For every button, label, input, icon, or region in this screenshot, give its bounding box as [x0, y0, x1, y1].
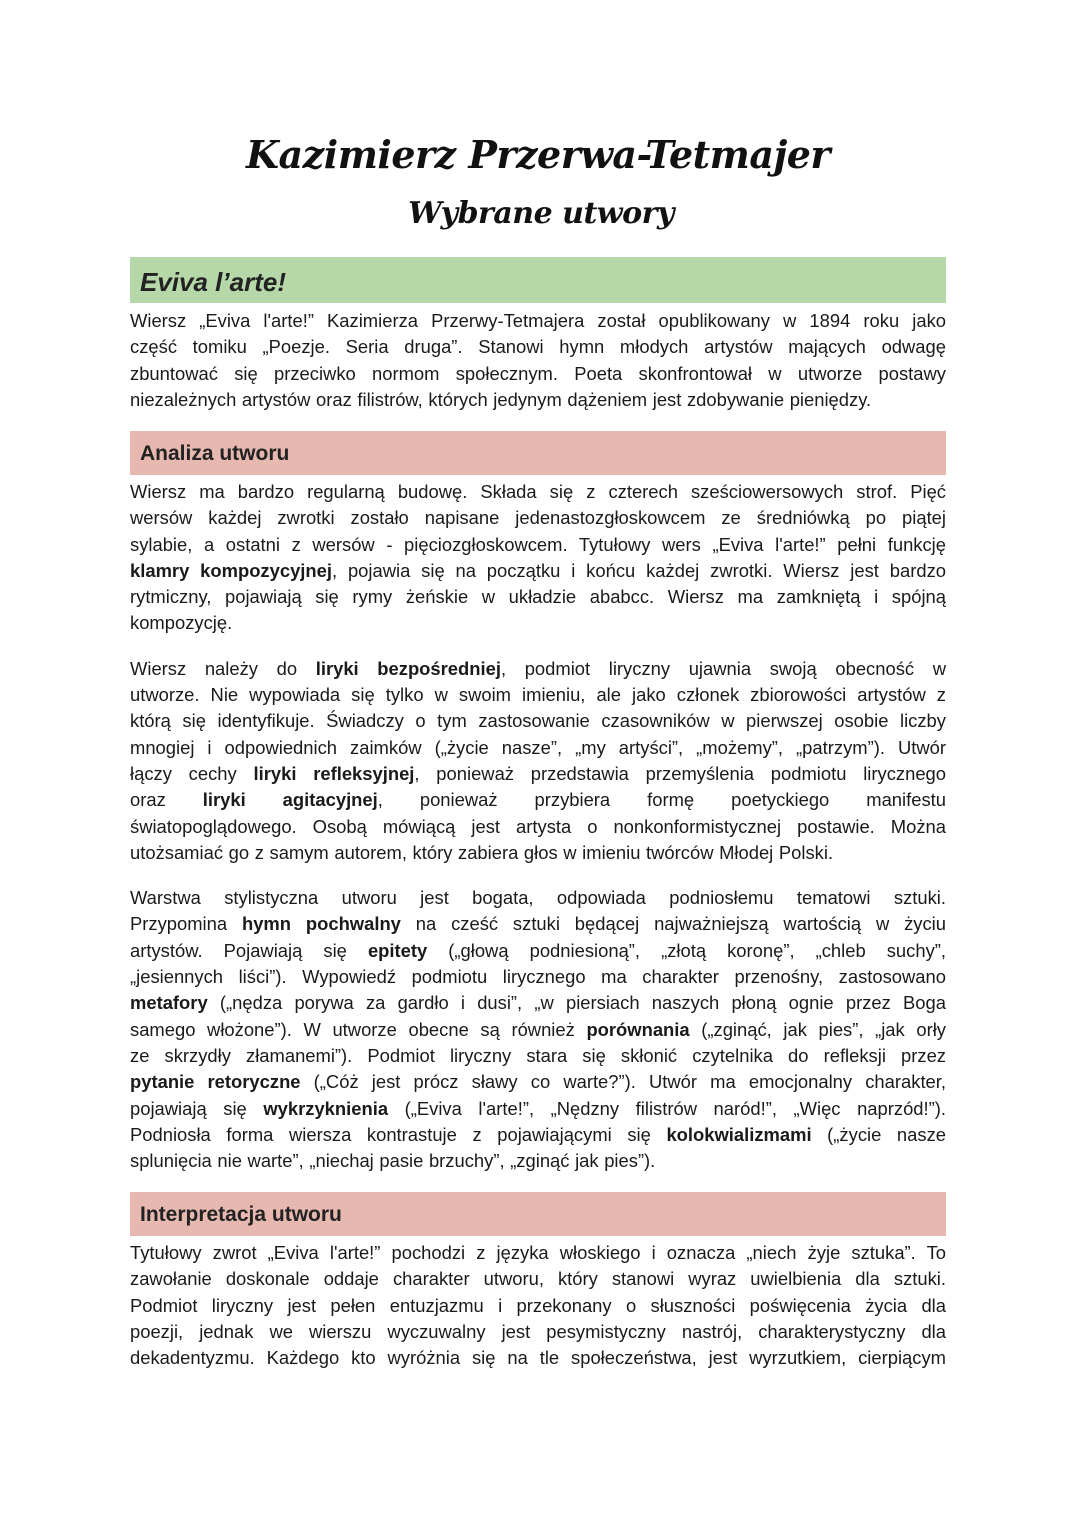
paragraph-analiza-1: Wiersz ma bardzo regularną budowę. Składa się z czterech sześciowersowych strof. Pięć wersów każdej zwrotki zostało napisane jedenastozgłoskowcem ze średniówką po piątej sylabie, a ostatni z wersów - pięciozgłoskowcem. Tytułowy wers „Eviva l'arte!” pełni funkcję klamry kompozycyjnej, pojawia się na początku i końcu każdej zwrotki. Wiersz jest bardzo rytmiczny, pojawiają się rymy żeńskie w układzie ababcc. Wiersz ma zamkniętą i spójną kompozycję. [130, 481, 946, 634]
paragraph-analiza-3: Warstwa stylistyczna utworu jest bogata, odpowiada podniosłemu tematowi sztuki. Przypomina hymn pochwalny na cześć sztuki będącej najważniejszą wartością w życiu artystów. Pojawiają się epitety („głową podniesioną”, „złotą koronę”, „chleb suchy”, „jesiennych liści”). Wypowiedź podmiotu lirycznego ma charakter przenośny, zastosowano metafory („nędza porywa za gardło i dusi”, „w piersiach naszych płoną ognie przez Boga samego włożone”). W utworze obecne są również porównania („zginąć, jak pies”, „jak orły ze skrzydły złamanemi”). Podmiot liryczny stara się skłonić czytelnika do refleksji przez pytanie retoryczne („Cóż jest prócz sławy co warte?”). Utwór ma emocjonalny charakter, pojawiają się wykrzyknienia („Eviva l'arte!”, „Nędzny filistrów naród!”, „Więc naprzód!”). Podniosła forma wiersza kontrastuje z pojawiającymi się kolokwializmami („życie nasze splunięcia nie warte”, „niechaj pasie brzuchy”, „zginąć jak pies”). [130, 887, 947, 1172]
section-interpretacja [130, 1192, 946, 1371]
title-block [130, 0, 946, 256]
main-title: Kazimierz Przerwa-Tetmajer [246, 132, 830, 177]
subtitle: Wybrane utwory [408, 196, 674, 231]
paragraph-analiza-2: Wiersz należy do liryki bezpośredniej, podmiot liryczny ujawnia swoją obecność w utworze. Nie wypowiada się tylko w swoim imieniu, ale jako członek zbiorowości artystów z którą się identyfikuje. Świadczy o tym zastosowanie czasowników w pierwszej osobie liczby mnogiej i odpowiednich zaimków („życie nasze”, „my artyści”, „możemy”, „patrzym”). Utwór łączy cechy liryki refleksyjnej, ponieważ przedstawia przemyślenia podmiotu lirycznego oraz liryki agitacyjnej, ponieważ przybiera formę poetyckiego manifestu światopoglądowego. Osobą mówiącą jest artysta o nonkonformistycznej postawie. Można utożsamiać go z samym autorem, który zabiera głos w imieniu twórców Młodej Polski. [130, 657, 947, 863]
paragraph-interpretacja: Tytułowy zwrot „Eviva l'arte!” pochodzi z języka włoskiego i oznacza „niech żyje sztuka”. To zawołanie doskonale oddaje charakter utworu, który stanowi wyraz uwielbienia dla sztuki. Podmiot liryczny jest pełen entuzjazmu i przekonany o słuszności poświęcenia życia dla poezji, jednak we wierszu wyczuwalny jest pesymistyczny nastrój, charakterystyczny dla dekadentyzmu. Każdego kto wyróżnia się na tle społeczeństwa, jest wyrzutkiem, cierpiącym [130, 1242, 946, 1369]
paragraph-intro: Wiersz „Eviva l'arte!” Kazimierza Przerwy-Tetmajera został opublikowany w 1894 roku jako część tomiku „Poezje. Seria druga”. Stanowi hymn młodych artystów mających odwagę zbuntować się przeciwko normom społecznym. Poeta skonfrontował w utworze postawy niezależnych artystów oraz filistrów, których jedynym dążeniem jest zdobywanie pieniędzy. [130, 310, 946, 410]
section-heading-analiza: Analiza utworu [130, 431, 946, 475]
section-heading-interpretacja: Interpretacja utworu [130, 1192, 946, 1236]
section-analiza [130, 431, 946, 1174]
section-eviva [130, 257, 946, 413]
document-page [130, 0, 947, 1369]
section-heading-eviva: Eviva l’arte! [130, 257, 946, 303]
